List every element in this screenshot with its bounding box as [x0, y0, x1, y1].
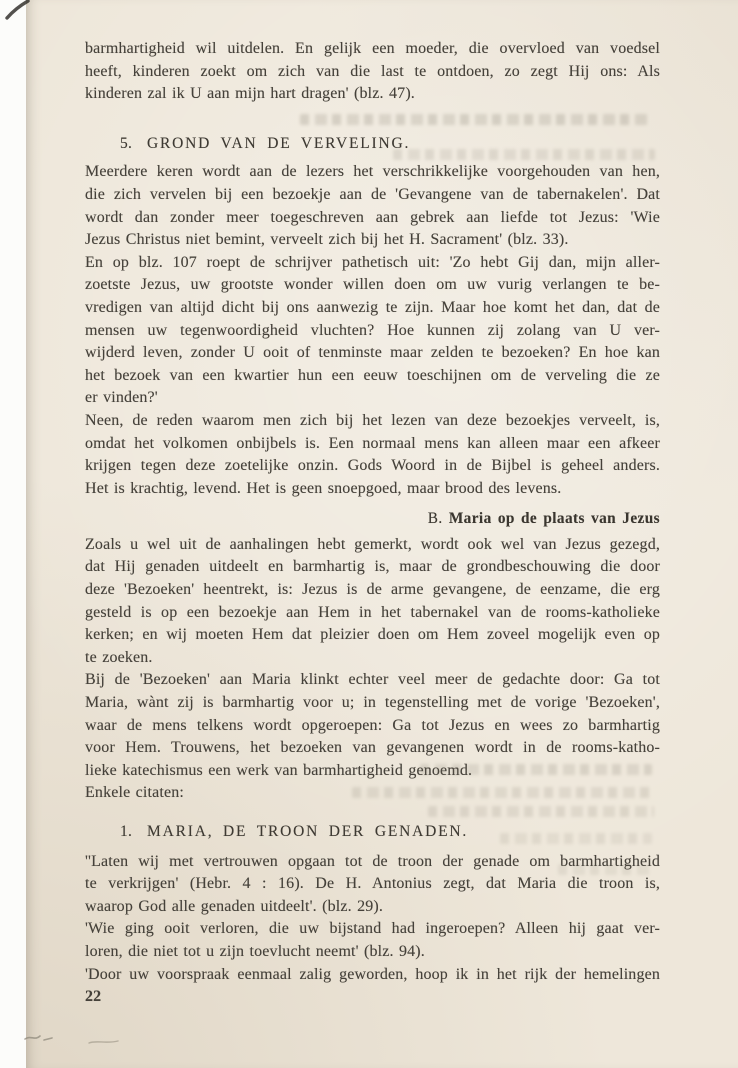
text-line: zoetste Jezus, uw grootste wonder willen doen om uw vurig verlangen te be- — [85, 276, 660, 294]
ghost-text-artifact — [420, 764, 652, 775]
text-line: 'Wie ging ooit verloren, die uw bijstand had ingeroepen? Alleen hij gaat ver- — [85, 920, 660, 938]
ink-mark-artifact — [4, 0, 34, 22]
text-line: gesteld is op een bezoekje aan Hem in het tabernakel van de rooms-katholieke — [85, 603, 660, 621]
ghost-text-artifact — [428, 806, 654, 817]
ghost-text-artifact — [300, 114, 652, 125]
text-line: te verkrijgen' (Hebr. 4 : 16). De H. Antonius zegt, dat Maria die troon is, — [85, 875, 660, 893]
heading-text: GROND VAN DE VERVELING. — [147, 134, 411, 152]
verveling-paragraph-1 — [85, 161, 660, 251]
text-line: Bij de 'Bezoeken' aan Maria klinkt echter veel meer de gedachte door: Ga tot — [85, 671, 660, 689]
text-line: wordt dan zonder meer toegeschreven aan gebrek aan liefde tot Jezus: 'Wie — [85, 208, 660, 226]
heading-text: Maria op de plaats van Jezus — [448, 510, 660, 528]
text-line: er vinden?' — [85, 389, 158, 407]
heading-text: MARIA, DE TROON DER GENADEN. — [147, 823, 469, 840]
text-line: waar de mens telkens wordt opgeroepen: Ga tot Jezus en wees zo barmhartig — [85, 716, 660, 734]
text-line: Neen, de reden waarom men zich bij het lezen van deze bezoekjes verveelt, is, — [85, 411, 660, 429]
text-line: vredigen van altijd dicht bij ons aanwezig te zijn. Maar hoe komt het dan, dat de — [85, 298, 660, 316]
heading-number: 5. — [120, 134, 133, 152]
text-line: lieke katechismus een werk van barmhartigheid genoemd. — [85, 761, 473, 779]
text-line: het bezoek van een kwartier hun een eeuw toeschijnen om de verveling die ze — [85, 366, 660, 384]
text-line: heeft, kinderen zoekt om zich van die last te ontdoen, zo zegt Hij ons: Als — [85, 62, 660, 80]
text-line: loren, die niet tot u zijn toevlucht neemt' (blz. 94). — [85, 942, 425, 960]
text-line: En op blz. 107 roept de schrijver pathetisch uit: 'Zo hebt Gij dan, mijn aller- — [85, 253, 660, 271]
intro-paragraph — [85, 38, 660, 106]
text-line: krijgen tegen deze zoetelijke onzin. Gods Woord in de Bijbel is geheel anders. — [85, 457, 660, 475]
heading-prefix: B. — [427, 510, 443, 528]
scan-margin — [0, 0, 26, 1068]
verveling-paragraph-2 — [85, 252, 660, 410]
ghost-text-artifact — [352, 787, 652, 798]
ghost-text-artifact — [393, 149, 655, 160]
text-line: ''Laten wij met vertrouwen opgaan tot de troon der genade om barmhartigheid — [85, 852, 660, 870]
text-line: Meerdere keren wordt aan de lezers het verschrikkelijke voorgehouden van hen, — [85, 163, 660, 181]
verveling-paragraph-3 — [85, 410, 660, 500]
text-line: te zoeken. — [85, 648, 153, 666]
heading-number: 1. — [120, 823, 133, 840]
text-line: kerken; en wij moeten Hem dat pleizier doen om Hem zoveel mogelijk even op — [85, 626, 660, 644]
text-line: dat Hij genaden uitdeelt en barmhartig is, maar de grondbeschouwing die door — [85, 558, 660, 576]
pencil-mark-artifact — [86, 1034, 122, 1050]
text-line: die zich vervelen bij een bezoekje aan de 'Gevangene van de tabernakelen'. Dat — [85, 185, 660, 203]
text-line: omdat het volkomen onbijbels is. Een normaal mens kan alleen maar een afkeer — [85, 434, 660, 452]
text-line: waarop God alle genaden uitdeelt'. (blz. 29). — [85, 897, 384, 915]
maria-paragraph-1 — [85, 534, 660, 670]
text-line: Enkele citaten: — [85, 784, 184, 802]
text-line: wijderd leven, zonder U ooit of tenminste maar zelden te bezoeken? En hoe kan — [85, 344, 660, 362]
text-line: voor Hem. Trouwens, het bezoeken van gevangenen wordt in de rooms-katho- — [85, 739, 660, 757]
ghost-text-artifact — [558, 864, 652, 875]
maria-section-heading — [85, 508, 660, 531]
text-line: mensen uw tegenwoordigheid vluchten? Hoe kunnen zij zolang van U ver- — [85, 321, 660, 339]
ghost-text-artifact — [500, 833, 652, 844]
pencil-mark-artifact — [22, 1026, 66, 1048]
text-line: Het is krachtig, levend. Het is geen snoepgoed, maar brood des levens. — [85, 479, 562, 497]
text-line: kinderen zal ik U aan mijn hart dragen' (blz. 47). — [85, 85, 415, 103]
text-line: deze 'Bezoeken' heentrekt, is: Jezus is de arme gevangene, de eenzame, die erg — [85, 581, 660, 599]
text-line: barmhartigheid wil uitdelen. En gelijk een moeder, die overvloed van voedsel — [85, 40, 660, 57]
page-number-block — [85, 986, 660, 1009]
page-number-text: 22 — [85, 988, 102, 1006]
text-line: Zoals u wel uit de aanhalingen hebt gemerkt, wordt ook wel van Jezus gezegd, — [85, 535, 660, 553]
text-line: Maria, wànt zij is barmhartig voor u; in tegenstelling met de vorige 'Bezoeken', — [85, 694, 660, 712]
text-line: 'Door uw voorspraak eenmaal zalig geworden, hoop ik in het rijk der hemelingen — [85, 965, 660, 983]
text-line: Jezus Christus niet bemint, verveelt zich bij het H. Sacrament' (blz. 33). — [85, 231, 569, 249]
book-page-paper — [26, 0, 738, 1068]
